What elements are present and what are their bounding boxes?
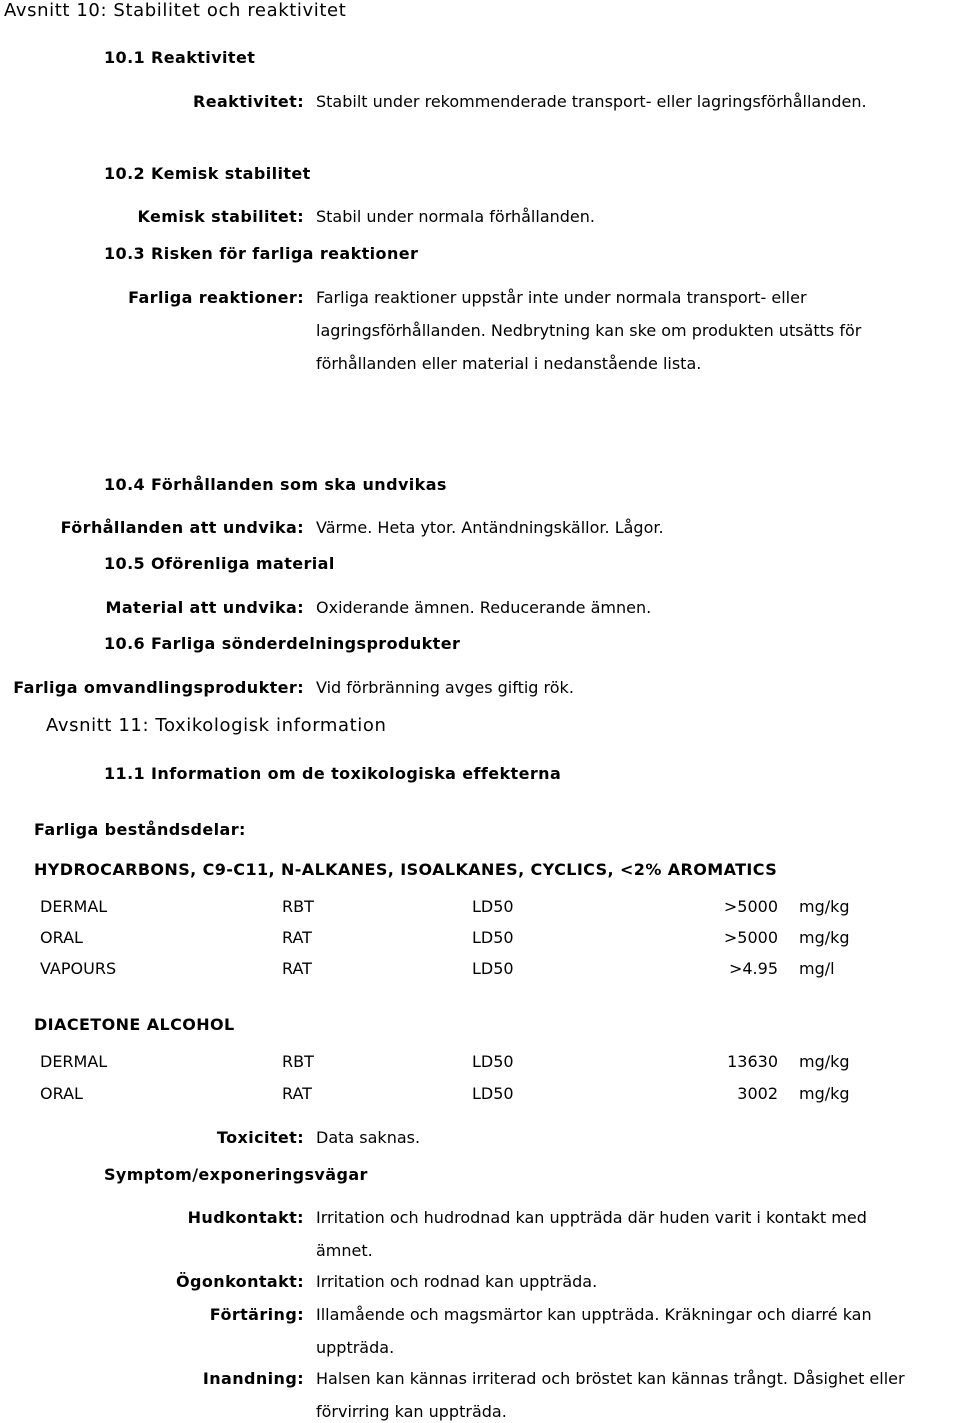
hazardous-reactions-label: Farliga reaktioner: (128, 288, 304, 307)
toxicity-label: Toxicitet: (216, 1128, 304, 1147)
conditions-to-avoid-value: Värme. Heta ytor. Antändningskällor. Lågor. (316, 518, 664, 537)
tox-value: 13630 (727, 1052, 778, 1071)
tox-species: RBT (282, 897, 314, 916)
tox-test: LD50 (472, 897, 514, 916)
tox-test: LD50 (472, 1052, 514, 1071)
conditions-to-avoid-label: Förhållanden att undvika: (60, 518, 304, 537)
subsection-10-4-title: 10.4 Förhållanden som ska undvikas (104, 475, 447, 494)
component-name: DIACETONE ALCOHOL (34, 1015, 235, 1034)
skin-contact-line: Irritation och hudrodnad kan uppträda där huden varit i kontakt med (316, 1208, 867, 1227)
tox-value: >5000 (723, 897, 778, 916)
skin-contact-line: ämnet. (316, 1241, 373, 1260)
decomposition-products-value: Vid förbränning avges giftig rök. (316, 678, 574, 697)
tox-route: VAPOURS (40, 959, 117, 978)
tox-unit: mg/kg (799, 1052, 850, 1071)
tox-test: LD50 (472, 928, 514, 947)
tox-route: ORAL (40, 928, 83, 947)
tox-value: 3002 (737, 1084, 778, 1103)
subsection-10-1-title: 10.1 Reaktivitet (104, 48, 256, 67)
tox-unit: mg/kg (799, 928, 850, 947)
section-10-heading: Avsnitt 10: Stabilitet och reaktivitet (4, 0, 347, 21)
decomposition-products-label: Farliga omvandlingsprodukter: (13, 678, 304, 697)
subsection-10-3-title: 10.3 Risken för farliga reaktioner (104, 244, 419, 263)
ingestion-line: Illamående och magsmärtor kan uppträda. Kräkningar och diarré kan (316, 1305, 872, 1324)
incompatible-materials-label: Material att undvika: (105, 598, 304, 617)
component-name: HYDROCARBONS, C9-C11, N-ALKANES, ISOALKANES, CYCLICS, <2% AROMATICS (34, 860, 778, 879)
hazardous-reactions-line: Farliga reaktioner uppstår inte under normala transport- eller (316, 288, 807, 307)
ingestion-label: Förtäring: (209, 1305, 304, 1324)
inhalation-label: Inandning: (202, 1369, 304, 1388)
tox-value: >4.95 (728, 959, 778, 978)
hazardous-reactions-line: förhållanden eller material i nedanstående lista. (316, 354, 702, 373)
tox-value: >5000 (723, 928, 778, 947)
tox-unit: mg/l (799, 959, 835, 978)
incompatible-materials-value: Oxiderande ämnen. Reducerande ämnen. (316, 598, 652, 617)
tox-route: DERMAL (40, 1052, 108, 1071)
subsection-10-2-title: 10.2 Kemisk stabilitet (104, 164, 311, 183)
inhalation-line: förvirring kan uppträda. (316, 1402, 507, 1421)
tox-test: LD50 (472, 959, 514, 978)
subsection-11-1-title: 11.1 Information om de toxikologiska effekterna (104, 764, 562, 783)
inhalation-line: Halsen kan kännas irriterad och bröstet kan kännas trångt. Dåsighet eller (316, 1369, 905, 1388)
eye-contact-label: Ögonkontakt: (176, 1272, 304, 1291)
chemical-stability-value: Stabil under normala förhållanden. (316, 207, 595, 226)
tox-route: DERMAL (40, 897, 108, 916)
eye-contact-line: Irritation och rodnad kan uppträda. (316, 1272, 598, 1291)
tox-species: RAT (282, 928, 312, 947)
ingestion-line: uppträda. (316, 1338, 395, 1357)
subsection-10-5-title: 10.5 Oförenliga material (104, 554, 335, 573)
chemical-stability-label: Kemisk stabilitet: (137, 207, 304, 226)
tox-route: ORAL (40, 1084, 83, 1103)
subsection-10-6-title: 10.6 Farliga sönderdelningsprodukter (104, 634, 461, 653)
hazardous-reactions-line: lagringsförhållanden. Nedbrytning kan ske om produkten utsätts för (316, 321, 862, 340)
section-11-heading: Avsnitt 11: Toxikologisk information (46, 715, 387, 736)
tox-test: LD50 (472, 1084, 514, 1103)
reactivity-label: Reaktivitet: (192, 92, 304, 111)
tox-species: RAT (282, 1084, 312, 1103)
tox-species: RBT (282, 1052, 314, 1071)
symptoms-title: Symptom/exponeringsvägar (104, 1165, 368, 1184)
tox-unit: mg/kg (799, 1084, 850, 1103)
hazardous-components-label: Farliga beståndsdelar: (34, 820, 246, 839)
tox-unit: mg/kg (799, 897, 850, 916)
tox-species: RAT (282, 959, 312, 978)
reactivity-value: Stabilt under rekommenderade transport- eller lagringsförhållanden. (316, 92, 867, 111)
skin-contact-label: Hudkontakt: (187, 1208, 304, 1227)
toxicity-value: Data saknas. (316, 1128, 421, 1147)
